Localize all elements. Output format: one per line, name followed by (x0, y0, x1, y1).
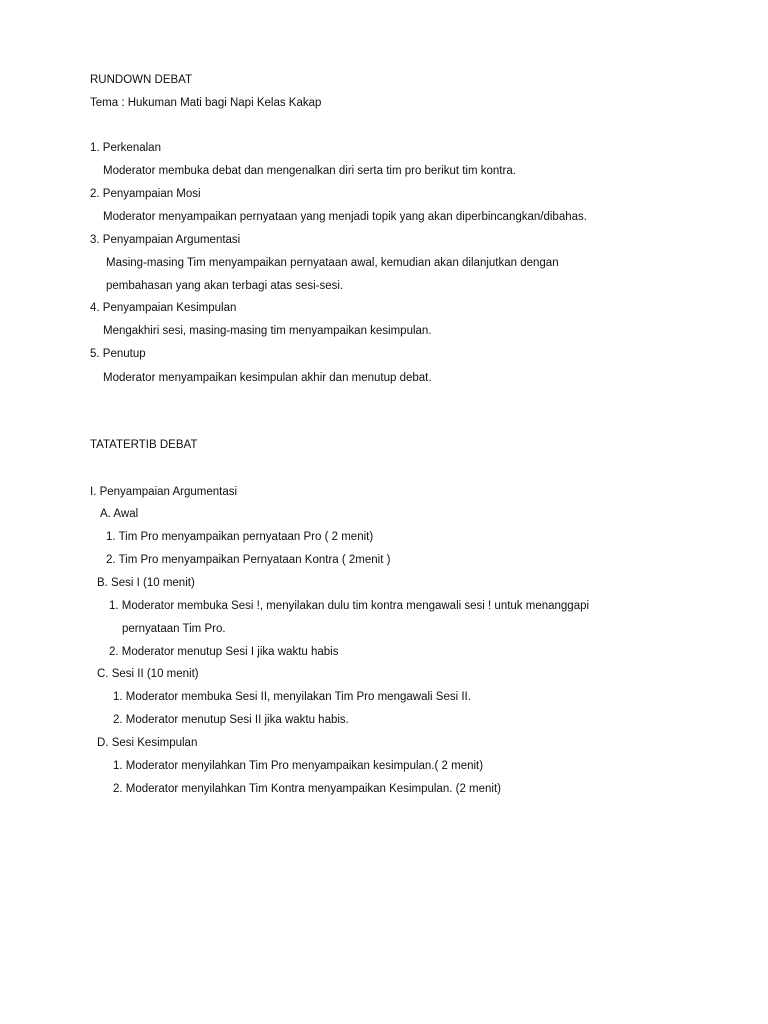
rundown-item-heading: 1. Perkenalan (90, 142, 161, 154)
subsection-heading: C. Sesi II (10 menit) (97, 668, 199, 680)
subsection-line: 2. Tim Pro menyampaikan Pernyataan Kontra ( 2menit ) (106, 554, 391, 566)
tatatertib-section: I. Penyampaian Argumentasi (90, 486, 238, 498)
subsection-line: 2. Moderator menyilahkan Tim Kontra menyampaikan Kesimpulan. (2 menit) (113, 783, 501, 795)
subsection-heading: B. Sesi I (10 menit) (97, 577, 195, 589)
rundown-item-heading: 3. Penyampaian Argumentasi (90, 234, 241, 246)
rundown-item-heading: 2. Penyampaian Mosi (90, 188, 201, 200)
subsection-line: 2. Moderator menutup Sesi II jika waktu habis. (113, 714, 349, 726)
rundown-item-heading: 4. Penyampaian Kesimpulan (90, 302, 237, 314)
subsection-line: 1. Moderator membuka Sesi II, menyilakan Tim Pro mengawali Sesi II. (113, 691, 471, 703)
subsection-line: 1. Moderator membuka Sesi !, menyilakan dulu tim kontra mengawali sesi ! untuk menanggapi (109, 600, 590, 612)
rundown-item-text: Mengakhiri sesi, masing-masing tim menyampaikan kesimpulan. (103, 325, 432, 337)
subsection-heading: A. Awal (100, 508, 139, 520)
rundown-item-text: pembahasan yang akan terbagi atas sesi-sesi. (106, 280, 344, 292)
subsection-line: 1. Tim Pro menyampaikan pernyataan Pro ( 2 menit) (106, 531, 374, 543)
subsection-line: pernyataan Tim Pro. (122, 623, 226, 635)
subsection-line: 2. Moderator menutup Sesi I jika waktu habis (109, 646, 339, 658)
tatatertib-title: TATATERTIB DEBAT (90, 439, 198, 451)
subsection-heading: D. Sesi Kesimpulan (97, 737, 198, 749)
rundown-item-text: Masing-masing Tim menyampaikan pernyataan awal, kemudian akan dilanjutkan dengan (106, 257, 559, 269)
rundown-item-heading: 5. Penutup (90, 348, 146, 360)
rundown-title: RUNDOWN DEBAT (90, 74, 193, 86)
rundown-item-text: Moderator menyampaikan kesimpulan akhir dan menutup debat. (103, 372, 432, 384)
rundown-item-text: Moderator menyampaikan pernyataan yang menjadi topik yang akan diperbincangkan/dibahas. (103, 211, 587, 223)
subsection-line: 1. Moderator menyilahkan Tim Pro menyampaikan kesimpulan.( 2 menit) (113, 760, 484, 772)
rundown-item-text: Moderator membuka debat dan mengenalkan diri serta tim pro berikut tim kontra. (103, 165, 516, 177)
rundown-theme: Tema : Hukuman Mati bagi Napi Kelas Kakap (90, 97, 322, 109)
